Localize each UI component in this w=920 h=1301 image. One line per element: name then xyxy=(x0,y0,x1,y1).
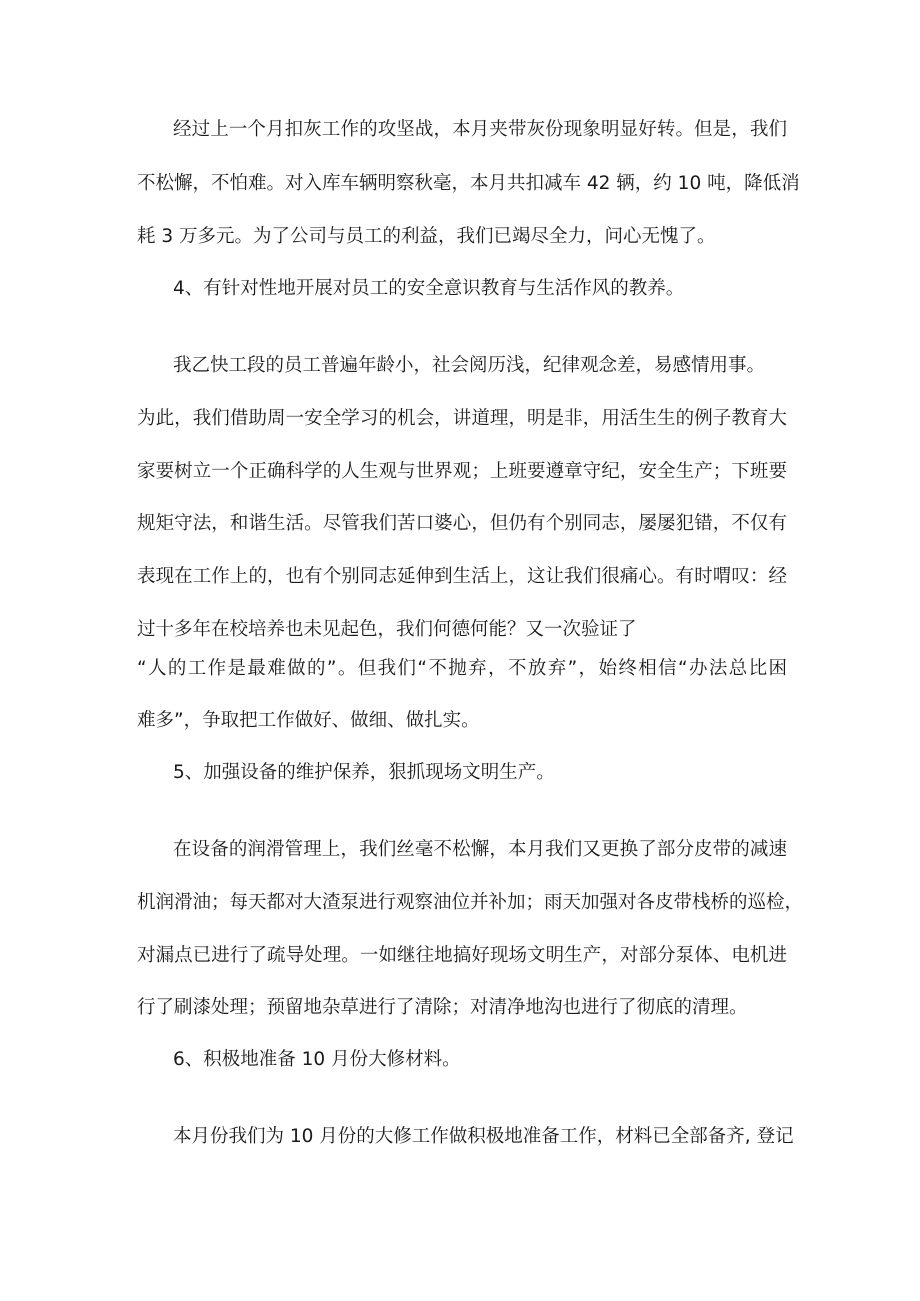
paragraph-1-line-1: 经过上一个月扣灰工作的攻坚战，本月夹带灰份现象明显好转。但是，我们 xyxy=(173,119,787,140)
paragraph-3-line-2: 机润滑油；每天都对大渣泵进行观察油位并补加；雨天加强对各皮带栈桥的巡检， xyxy=(137,892,804,913)
paragraph-3-line-4: 行了刷漆处理；预留地杂草进行了清除；对清净地沟也进行了彻底的清理。 xyxy=(137,997,748,1018)
paragraph-3-line-3: 对漏点已进行了疏导处理。一如继往地搞好现场文明生产，对部分泵体、电机进 xyxy=(137,945,787,966)
paragraph-2-line-7: “人的工作是最难做的”。但我们“不抛弃，不放弃”，始终相信“办法总比困 xyxy=(137,658,787,679)
paragraph-4-line-1: 本月份我们为 10 月份的大修工作做积极地准备工作，材料已全部备齐, 登记 xyxy=(173,1126,794,1147)
paragraph-2-line-1: 我乙快工段的员工普遍年龄小，社会阅历浅，纪律观念差，易感情用事。 xyxy=(173,355,766,376)
paragraph-2-line-5: 表现在工作上的，也有个别同志延伸到生活上，这让我们很痛心。有时喟叹：经 xyxy=(137,566,787,587)
paragraph-2-line-6: 过十多年在校培养也未见起色，我们何德何能？又一次验证了 xyxy=(137,619,637,640)
paragraph-2-line-2: 为此，我们借助周一安全学习的机会，讲道理，明是非，用活生生的例子教育大 xyxy=(137,408,787,429)
paragraph-2-line-3: 家要树立一个正确科学的人生观与世界观；上班要遵章守纪，安全生产；下班要 xyxy=(137,461,787,482)
paragraph-2-line-8: 难多”，争取把工作做好、做细、做扎实。 xyxy=(137,710,480,731)
section-heading-5: 5、加强设备的维护保养，狠抓现场文明生产。 xyxy=(173,762,555,783)
paragraph-1-line-2: 不松懈，不怕难。对入库车辆明察秋毫，本月共扣减车 42 辆，约 10 吨，降低消 xyxy=(137,173,800,194)
paragraph-2-line-4: 规矩守法，和谐生活。尽管我们苦口婆心，但仍有个别同志，屡屡犯错，不仅有 xyxy=(137,513,787,534)
paragraph-1-line-3: 耗 3 万多元。为了公司与员工的利益，我们已竭尽全力，问心无愧了。 xyxy=(137,226,716,247)
section-heading-4: 4、有针对性地开展对员工的安全意识教育与生活作风的教养。 xyxy=(173,278,685,299)
section-heading-6: 6、积极地准备 10 月份大修材料。 xyxy=(173,1049,461,1070)
paragraph-3-line-1: 在设备的润滑管理上，我们丝毫不松懈，本月我们又更换了部分皮带的减速 xyxy=(173,839,787,860)
